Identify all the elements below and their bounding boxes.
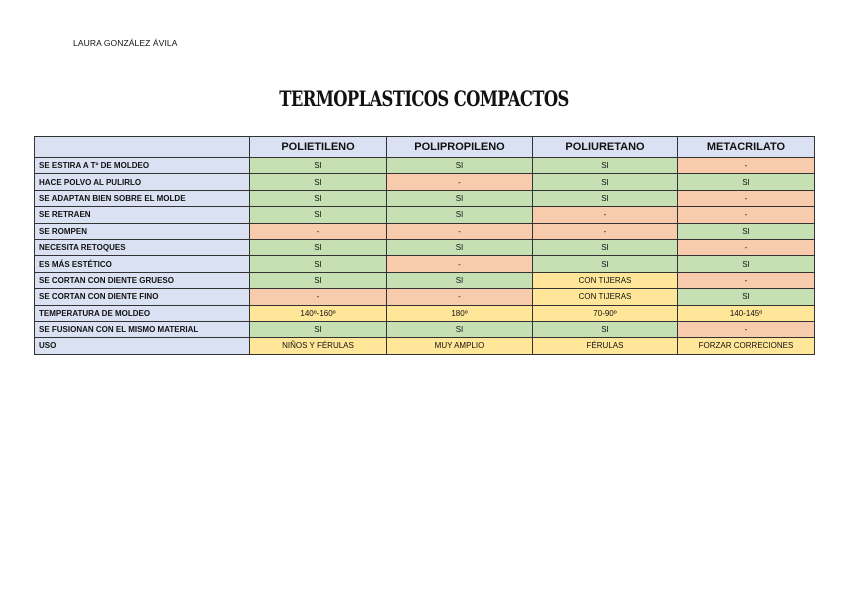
table-row: [35, 223, 815, 239]
header-corner: [35, 137, 250, 158]
table-cell: SI: [387, 207, 533, 223]
row-label: SE FUSIONAN CON EL MISMO MATERIAL: [35, 321, 250, 337]
table-cell: SI: [250, 207, 387, 223]
table-cell: -: [387, 256, 533, 272]
table-row: [35, 305, 815, 321]
table-cell: SI: [387, 321, 533, 337]
table-row: [35, 174, 815, 190]
table-cell: -: [250, 289, 387, 305]
table-row: [35, 256, 815, 272]
column-header: POLIETILENO: [250, 137, 387, 158]
row-label: SE RETRAEN: [35, 207, 250, 223]
table-cell: -: [250, 223, 387, 239]
table-cell: SI: [533, 190, 678, 206]
table-row: [35, 338, 815, 354]
table-cell: -: [678, 272, 815, 288]
row-label: SE ROMPEN: [35, 223, 250, 239]
table-cell: -: [387, 223, 533, 239]
table-row: [35, 321, 815, 337]
table-row: [35, 190, 815, 206]
table-cell: -: [678, 321, 815, 337]
row-label: HACE POLVO AL PULIRLO: [35, 174, 250, 190]
table-cell: SI: [250, 190, 387, 206]
table-cell: SI: [678, 174, 815, 190]
table-cell: -: [387, 174, 533, 190]
table-cell: SI: [250, 239, 387, 255]
table-cell: -: [678, 207, 815, 223]
table-cell: SI: [533, 239, 678, 255]
table-cell: SI: [250, 174, 387, 190]
table-row: [35, 239, 815, 255]
author-name: LAURA GONZÁLEZ ÁVILA: [73, 38, 178, 48]
row-label: ES MÁS ESTÉTICO: [35, 256, 250, 272]
table-cell: -: [678, 190, 815, 206]
table-cell: SI: [678, 256, 815, 272]
table-cell: SI: [387, 272, 533, 288]
row-label: NECESITA RETOQUES: [35, 239, 250, 255]
table-header-row: [35, 137, 815, 158]
table-cell: SI: [250, 256, 387, 272]
table-cell: SI: [387, 239, 533, 255]
table-cell: 180º: [387, 305, 533, 321]
table-cell: SI: [678, 223, 815, 239]
table-cell: NIÑOS Y FÉRULAS: [250, 338, 387, 354]
table-body: [35, 158, 815, 355]
page-title: [93, 86, 754, 111]
table-cell: FORZAR CORRECIONES: [678, 338, 815, 354]
column-header: POLIURETANO: [533, 137, 678, 158]
table-cell: FÉRULAS: [533, 338, 678, 354]
table-cell: 140º-160º: [250, 305, 387, 321]
table-cell: MUY AMPLIO: [387, 338, 533, 354]
table-cell: -: [387, 289, 533, 305]
table-cell: 140-145º: [678, 305, 815, 321]
column-header: METACRILATO: [678, 137, 815, 158]
table-cell: -: [533, 207, 678, 223]
table-cell: SI: [250, 272, 387, 288]
table-cell: SI: [387, 158, 533, 174]
table-row: [35, 207, 815, 223]
table-cell: -: [678, 158, 815, 174]
table-cell: SI: [250, 158, 387, 174]
page-title-text: TERMOPLASTICOS COMPACTOS: [279, 86, 569, 111]
table-cell: 70-90º: [533, 305, 678, 321]
table-cell: SI: [533, 174, 678, 190]
table-cell: SI: [533, 256, 678, 272]
column-header: POLIPROPILENO: [387, 137, 533, 158]
row-label: SE ESTIRA A Tº DE MOLDEO: [35, 158, 250, 174]
table-cell: SI: [678, 289, 815, 305]
table-cell: SI: [533, 158, 678, 174]
table-cell: CON TIJERAS: [533, 289, 678, 305]
row-label: TEMPERATURA DE MOLDEO: [35, 305, 250, 321]
table-cell: -: [678, 239, 815, 255]
table-row: [35, 158, 815, 174]
table-cell: SI: [250, 321, 387, 337]
row-label: USO: [35, 338, 250, 354]
comparison-table: [34, 136, 815, 355]
row-label: SE CORTAN CON DIENTE GRUESO: [35, 272, 250, 288]
row-label: SE ADAPTAN BIEN SOBRE EL MOLDE: [35, 190, 250, 206]
table-cell: CON TIJERAS: [533, 272, 678, 288]
table-cell: SI: [387, 190, 533, 206]
table-row: [35, 289, 815, 305]
table-cell: -: [533, 223, 678, 239]
row-label: SE CORTAN CON DIENTE FINO: [35, 289, 250, 305]
table-row: [35, 272, 815, 288]
table-cell: SI: [533, 321, 678, 337]
